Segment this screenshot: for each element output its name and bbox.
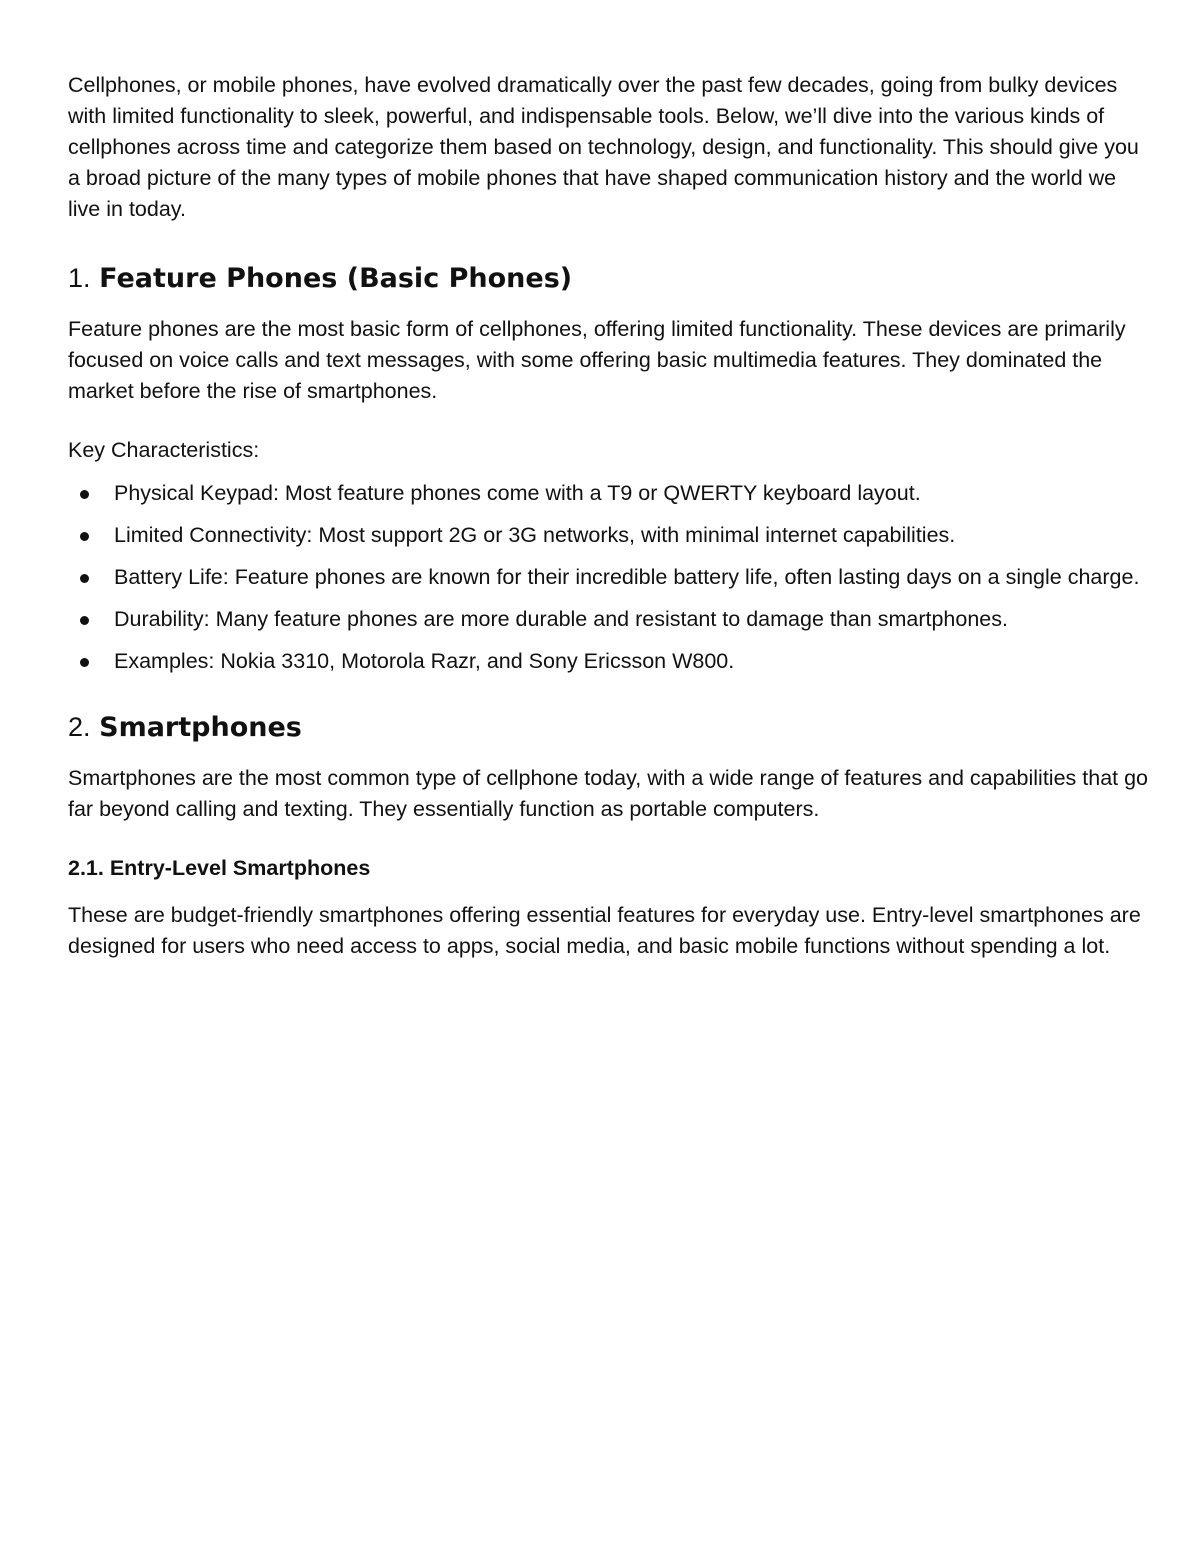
bullet-term: Physical Keypad: bbox=[114, 481, 279, 505]
bullet-text: Most support 2G or 3G networks, with minimal internet capabilities. bbox=[312, 523, 956, 547]
characteristics-list bbox=[68, 478, 1148, 677]
list-item bbox=[68, 562, 1148, 593]
bullet-text: Most feature phones come with a T9 or QWERTY keyboard layout. bbox=[278, 481, 921, 505]
bullet-term: Battery Life: bbox=[114, 565, 229, 589]
section-2-title: Smartphones bbox=[99, 712, 302, 743]
list-item bbox=[68, 604, 1148, 635]
section-2-number: 2. bbox=[68, 712, 91, 742]
bullet-term: Examples: bbox=[114, 649, 215, 673]
section-2-paragraph: Smartphones are the most common type of cellphone today, with a wide range of features and capabilities that go far beyond calling and texting. They essentially function as portable computers. bbox=[68, 766, 1149, 821]
list-item bbox=[68, 520, 1148, 551]
list-item bbox=[68, 646, 1148, 677]
bullet-icon bbox=[80, 532, 89, 541]
document-page bbox=[68, 70, 1148, 962]
section-1-paragraph: Feature phones are the most basic form of cellphones, offering limited functionality. These devices are primarily focused on voice calls and text messages, with some offering basic multimedia features. They dominated the market before the rise of smartphones. bbox=[68, 317, 1126, 403]
section-2-heading bbox=[68, 710, 1148, 745]
bullet-icon bbox=[80, 658, 89, 667]
section-1-title: Feature Phones (Basic Phones) bbox=[99, 263, 573, 294]
bullet-text: Feature phones are known for their incredible battery life, often lasting days on a single charge. bbox=[228, 565, 1140, 589]
bullet-icon bbox=[80, 490, 89, 499]
subsection-2-1-paragraph: These are budget-friendly smartphones offering essential features for everyday use. Entry-level smartphones are designed for users who need access to apps, social media, and basic mobile functions without spending a lot. bbox=[68, 903, 1141, 958]
bullet-text: Nokia 3310, Motorola Razr, and Sony Ericsson W800. bbox=[214, 649, 735, 673]
bullet-icon bbox=[80, 574, 89, 583]
bullet-icon bbox=[80, 616, 89, 625]
section-1-heading bbox=[68, 261, 1148, 296]
list-item bbox=[68, 478, 1148, 509]
bullet-term: Limited Connectivity: bbox=[114, 523, 313, 547]
section-1-number: 1. bbox=[68, 263, 91, 293]
intro-paragraph: Cellphones, or mobile phones, have evolved dramatically over the past few decades, going from bulky devices with limited functionality to sleek, powerful, and indispensable tools. Below, we’ll dive into the various kinds of cellphones across time and categorize them based on technology, design, and functionality. This should give you a broad picture of the many types of mobile phones that have shaped communication history and the world we live in today. bbox=[68, 73, 1139, 221]
key-characteristics-label: Key Characteristics: bbox=[68, 438, 260, 462]
subsection-2-1-heading: 2.1. Entry-Level Smartphones bbox=[68, 856, 371, 880]
bullet-term: Durability: bbox=[114, 607, 210, 631]
bullet-text: Many feature phones are more durable and resistant to damage than smartphones. bbox=[209, 607, 1008, 631]
